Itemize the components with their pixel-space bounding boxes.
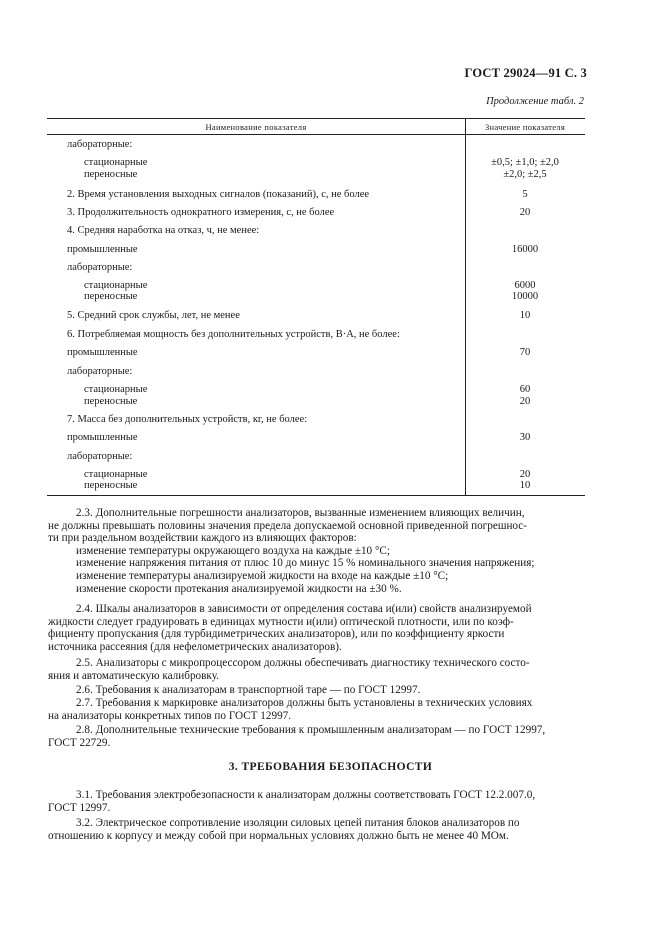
text-line: ГОСТ 22729.	[48, 736, 111, 749]
section-3-heading: 3. ТРЕБОВАНИЯ БЕЗОПАСНОСТИ	[228, 761, 433, 773]
row-label: стационарные	[84, 157, 148, 168]
text-line: ГОСТ 12997.	[48, 801, 111, 814]
row-label: переносные	[84, 480, 138, 491]
row-label: 7. Масса без дополнительных устройств, кг, не более:	[67, 414, 308, 425]
table-bottom-rule	[47, 495, 585, 496]
row-value: 20	[519, 207, 531, 218]
text-line: ти при раздельном воздействии каждого из влияющих факторов:	[48, 532, 357, 545]
row-label: промышленные	[67, 244, 138, 255]
text-line: 2.7. Требования к маркировке анализаторов должны быть установлены в технических условиях	[76, 697, 533, 709]
row-label: лабораторные:	[67, 262, 133, 273]
text-line: изменение температуры окружающего воздуха на каждые ±10 °С;	[76, 544, 390, 557]
row-label: лабораторные:	[67, 451, 133, 462]
row-label: 4. Средняя наработка на отказ, ч, не менее:	[67, 225, 260, 236]
paragraph-2-5	[48, 657, 585, 682]
row-value: 16000	[511, 244, 539, 255]
text-line: на анализаторы конкретных типов по ГОСТ 12997.	[48, 709, 292, 722]
row-label: стационарные	[84, 384, 148, 395]
row-value: 10000	[511, 291, 539, 302]
text-line: 2.3. Дополнительные погрешности анализаторов, вызванные изменением влияющих величин,	[76, 507, 525, 519]
row-value: ±2,0; ±2,5	[503, 169, 547, 180]
paragraph-3-1	[48, 789, 585, 814]
row-value: 5	[522, 189, 528, 200]
row-label: лабораторные:	[67, 366, 133, 377]
row-label: 3. Продолжительность однократного измерения, с, не более	[67, 207, 335, 218]
row-label: лабораторные:	[67, 139, 133, 150]
row-label: 5. Средний срок службы, лет, не менее	[67, 310, 240, 321]
row-label: переносные	[84, 396, 138, 407]
row-label: переносные	[84, 291, 138, 302]
paragraph-2-7	[48, 697, 585, 722]
paragraph-2-4	[48, 603, 585, 653]
text-line: 2.8. Дополнительные технические требования к промышленным анализаторам — по ГОСТ 12997,	[76, 724, 546, 736]
paragraph-2-3	[48, 507, 585, 595]
row-label: промышленные	[67, 432, 138, 443]
row-label: промышленные	[67, 347, 138, 358]
row-label: 2. Время установления выходных сигналов (показаний), с, не более	[67, 189, 370, 200]
table-header-rule	[47, 134, 585, 135]
row-value: ±0,5; ±1,0; ±2,0	[491, 157, 559, 168]
paragraph-2-6	[48, 684, 585, 697]
row-label: переносные	[84, 169, 138, 180]
row-value: 6000	[514, 280, 536, 291]
row-value: 20	[519, 469, 531, 480]
row-value: 10	[519, 480, 531, 491]
table-continuation-label: Продолжение табл. 2	[486, 96, 584, 107]
row-value: 30	[519, 432, 531, 443]
document-code: ГОСТ 29024—91 С. 3	[464, 66, 587, 80]
text-line: 3.2. Электрическое сопротивление изоляции силовых цепей питания блоков анализаторов по	[76, 817, 520, 829]
text-line: 2.5. Анализаторы с микропроцессором должны обеспечивать диагностику технического состо-	[76, 657, 530, 669]
text-line: жидкости следует градуировать в единицах мутности и(или) оптической плотности, или по коэф-	[48, 615, 514, 628]
text-line: 2.6. Требования к анализаторам в транспортной таре — по ГОСТ 12997.	[76, 684, 421, 696]
paragraph-3-2	[48, 817, 585, 842]
spec-table	[47, 118, 585, 496]
text-line: не должны превышать половины значения предела допускаемой основной приведенной погрешнос-	[48, 519, 527, 532]
text-line: фициенту пропускания (для турбидиметрических анализаторов), или по коэффициенту яркости	[48, 628, 505, 641]
text-line: источника рассеяния (для нефелометрических анализаторов).	[48, 640, 342, 653]
row-label: стационарные	[84, 469, 148, 480]
text-line: яния и автоматическую калибровку.	[48, 669, 219, 682]
text-line: изменение скорости протекания анализируемой жидкости на ±30 %.	[76, 582, 402, 595]
row-value: 70	[519, 347, 531, 358]
column-header-name: Наименование показателя	[205, 122, 307, 132]
text-line: изменение напряжения питания от плюс 10 до минус 15 % номинального значения напряжения;	[76, 557, 535, 570]
row-value: 60	[519, 384, 531, 395]
text-line: 2.4. Шкалы анализаторов в зависимости от определения состава и(или) свойств анализируемой	[76, 603, 532, 615]
table-top-rule	[47, 118, 585, 119]
paragraph-2-8	[48, 724, 585, 749]
text-line: 3.1. Требования электробезопасности к анализаторам должны соответствовать ГОСТ 12.2.007.0,	[76, 789, 536, 801]
text-line: отношению к корпусу и между собой при нормальных условиях должно быть не менее 40 МОм.	[48, 829, 509, 842]
text-line: изменение температуры анализируемой жидкости на входе на каждые ±10 °С;	[76, 569, 449, 582]
row-value: 10	[519, 310, 531, 321]
row-label: стационарные	[84, 280, 148, 291]
row-label: 6. Потребляемая мощность без дополнительных устройств, В·А, не более:	[67, 329, 400, 340]
row-value: 20	[519, 396, 531, 407]
column-header-value: Значение показателя	[484, 122, 566, 132]
